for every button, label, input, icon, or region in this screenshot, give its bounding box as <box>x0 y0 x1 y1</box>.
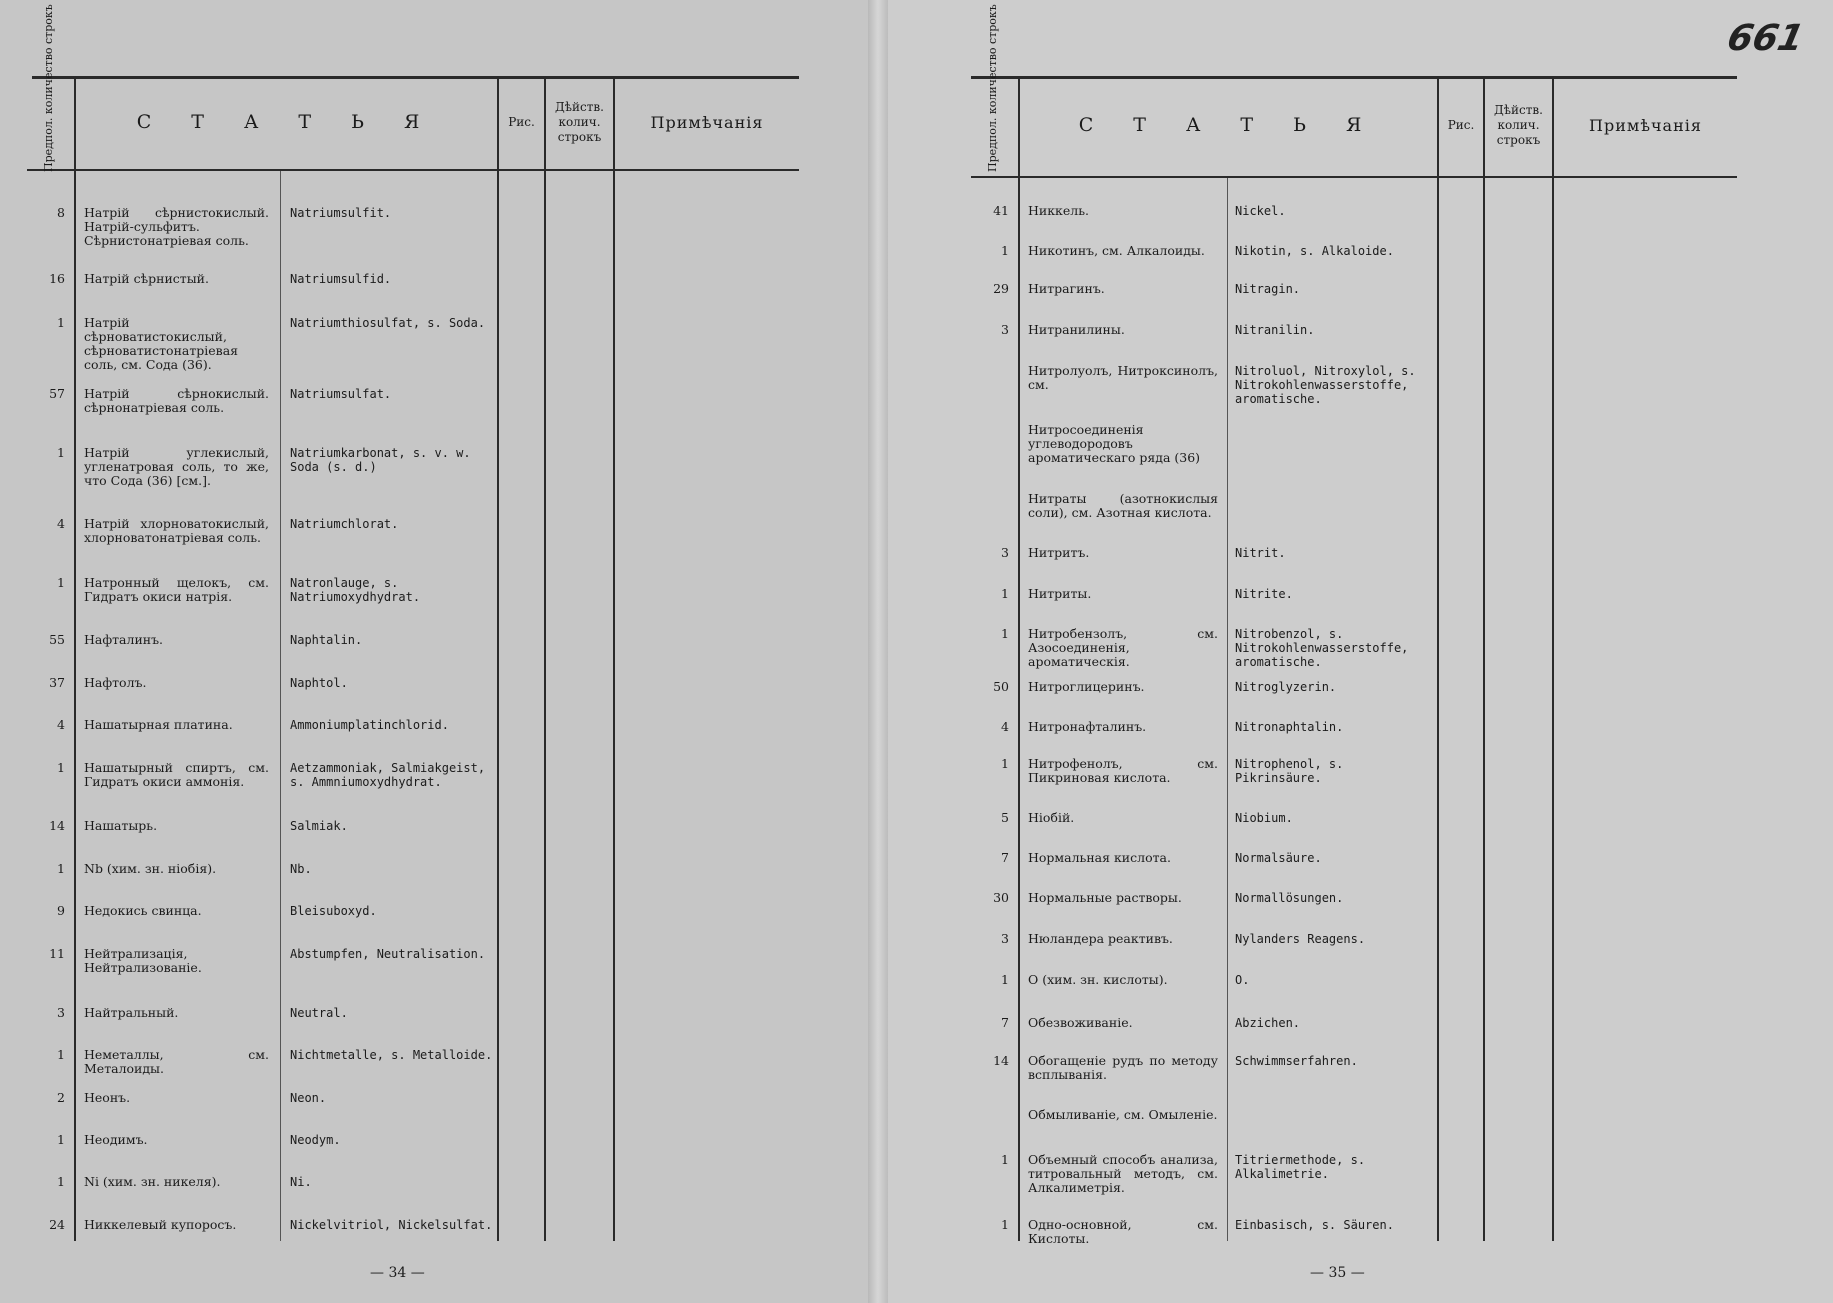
row-article-russian: Нитронафталинъ. <box>1028 719 1147 734</box>
row-lines-count: 8 <box>57 205 65 220</box>
row-article-russian: Нитросоединенія углеводородовъ ароматическаго ряда (36) <box>1028 422 1201 465</box>
row-lines-count: 3 <box>57 1005 65 1020</box>
row-lines-count: 29 <box>993 281 1009 296</box>
row-article-german: Nitrophenol, s. Pikrinsäure. <box>1235 757 1344 785</box>
row-lines-count: 9 <box>57 903 65 918</box>
right-page-number: — 35 — <box>1310 1265 1365 1281</box>
row-article-german: Natriumkarbonat, s. v. w. Soda (s. d.) <box>290 446 471 474</box>
row-article-german: Nickelvitriol, Nickelsulfat. <box>290 1218 493 1232</box>
row-article-german: Nitrite. <box>1235 587 1293 601</box>
row-article-german: Nickel. <box>1235 204 1286 218</box>
row-lines-count: 1 <box>57 575 65 590</box>
row-lines-count: 2 <box>57 1090 65 1105</box>
row-article-russian: Неметаллы, см. Металоиды. <box>84 1047 269 1076</box>
row-article-russian: Нитриты. <box>1028 586 1092 601</box>
header-notes-label-right: Примѣчанія <box>1589 115 1702 135</box>
row-article-german: Aetzammoniak, Salmiakgeist, s. Ammniumoxydhydrat. <box>290 761 486 789</box>
row-article-russian: Нитролуолъ, Нитроксинолъ, см. <box>1028 363 1218 392</box>
row-article-german: Titriermethode, s. Alkalimetrie. <box>1235 1153 1366 1181</box>
row-article-russian: Нашатырный спиртъ, см. Гидратъ окиси аммонія. <box>84 760 269 789</box>
row-article-russian: Нафтолъ. <box>84 675 147 690</box>
header-actual-label: Дѣйств. колич. строкъ <box>555 99 604 144</box>
row-article-german: Nikotin, s. Alkaloide. <box>1235 244 1394 258</box>
row-lines-count: 1 <box>1001 1152 1009 1167</box>
row-article-german: Neutral. <box>290 1006 348 1020</box>
row-lines-count: 4 <box>1001 719 1009 734</box>
row-article-german: Natriumsulfid. <box>290 272 392 286</box>
row-article-russian: Нюландера реактивъ. <box>1028 931 1173 946</box>
row-article-german: Nitroluol, Nitroxylol, s. Nitrokohlenwasserstoffe, aromatische. <box>1235 364 1416 406</box>
row-article-russian: Натрій сѣрнистокислый. Натрій-сульфитъ. Сѣрнистонатріевая соль. <box>84 205 269 248</box>
row-lines-count: 1 <box>57 1047 65 1062</box>
header-article-label-right: С Т А Т Ь Я <box>1078 114 1379 136</box>
row-lines-count: 3 <box>1001 931 1009 946</box>
row-article-russian: Неонъ. <box>84 1090 131 1105</box>
row-article-german: Bleisuboxyd. <box>290 904 377 918</box>
row-article-russian: Нитрофенолъ, см. Пикриновая кислота. <box>1028 756 1218 785</box>
row-article-german: Nitroglyzerin. <box>1235 680 1337 694</box>
row-article-german: Ammoniumplatinchlorid. <box>290 718 449 732</box>
row-article-german: Abzichen. <box>1235 1016 1301 1030</box>
book-gutter <box>868 0 888 1303</box>
row-article-german: Neodym. <box>290 1133 341 1147</box>
row-article-russian: Нормальная кислота. <box>1028 850 1171 865</box>
row-article-german: Nitronaphtalin. <box>1235 720 1344 734</box>
row-lines-count: 4 <box>57 717 65 732</box>
row-article-russian: Нитроглицеринъ. <box>1028 679 1145 694</box>
header-fig-label-right: Рис. <box>1447 117 1475 132</box>
row-lines-count: 14 <box>993 1053 1009 1068</box>
row-lines-count: 1 <box>1001 586 1009 601</box>
row-lines-count: 4 <box>57 516 65 531</box>
row-lines-count: 7 <box>1001 850 1009 865</box>
right-table <box>971 4 1737 1246</box>
row-article-german: Naphtol. <box>290 676 348 690</box>
row-article-german: Natriumsulfit. <box>290 206 392 220</box>
row-article-russian: Нитритъ. <box>1028 545 1090 560</box>
row-article-russian: Ni (хим. зн. никеля). <box>84 1174 221 1189</box>
row-article-russian: Нитранилины. <box>1028 322 1125 337</box>
row-article-german: Nichtmetalle, s. Metalloide. <box>290 1048 493 1062</box>
row-article-russian: Объемный способъ анализа, титровальный методъ, см. Алкалиметрія. <box>1028 1152 1218 1195</box>
header-actual-label-right: Дѣйств. колич. строкъ <box>1494 102 1543 147</box>
row-lines-count: 1 <box>57 760 65 775</box>
row-article-german: Einbasisch, s. Säuren. <box>1235 1218 1394 1232</box>
row-lines-count: 1 <box>57 445 65 460</box>
row-lines-count: 41 <box>993 203 1009 218</box>
row-lines-count: 30 <box>993 890 1009 905</box>
row-article-german: Natriumthiosulfat, s. Soda. <box>290 316 486 330</box>
row-article-german: Nitranilin. <box>1235 323 1315 337</box>
row-lines-count: 57 <box>49 386 65 401</box>
row-lines-count: 1 <box>1001 972 1009 987</box>
header-article-label: С Т А Т Ь Я <box>136 111 437 133</box>
row-article-russian: Нашатырь. <box>84 818 158 833</box>
row-lines-count: 14 <box>49 818 65 833</box>
row-lines-count: 50 <box>993 679 1009 694</box>
row-article-russian: Натрій хлорноватокислый, хлорноватонатріевая соль. <box>84 516 269 545</box>
row-article-german: Natronlauge, s. Natriumoxydhydrat. <box>290 576 421 604</box>
row-article-russian: Никкелевый купоросъ. <box>84 1217 237 1232</box>
row-article-german: Salmiak. <box>290 819 348 833</box>
row-article-german: Ni. <box>290 1175 312 1189</box>
row-lines-count: 1 <box>57 315 65 330</box>
row-article-russian: Обогащеніе рудъ по методу всплыванія. <box>1028 1053 1218 1082</box>
row-lines-count: 5 <box>1001 810 1009 825</box>
row-article-russian: Недокись свинца. <box>84 903 202 918</box>
row-article-russian: Ніобій. <box>1028 810 1075 825</box>
left-table <box>27 4 799 1246</box>
row-article-russian: Обмыливаніе, см. Омыленіе. <box>1028 1107 1218 1122</box>
row-lines-count: 1 <box>1001 756 1009 771</box>
row-lines-count: 11 <box>49 946 65 961</box>
row-article-german: Nitrobenzol, s. Nitrokohlenwasserstoffe, aromatische. <box>1235 627 1409 669</box>
row-lines-count: 1 <box>57 861 65 876</box>
row-article-russian: Нитрагинъ. <box>1028 281 1105 296</box>
row-article-russian: О (хим. зн. кислоты). <box>1028 972 1168 987</box>
row-article-russian: Нейтрализація, Нейтрализованіе. <box>84 946 202 975</box>
row-lines-count: 3 <box>1001 545 1009 560</box>
row-article-russian: Обезвоживаніе. <box>1028 1015 1133 1030</box>
header-notes-label: Примѣчанія <box>650 112 764 132</box>
row-lines-count: 1 <box>57 1132 65 1147</box>
header-lines-label-right: Предпол. количество строкъ <box>986 4 999 172</box>
row-article-german: Normallösungen. <box>1235 891 1344 905</box>
row-article-german: Naphtalin. <box>290 633 363 647</box>
row-lines-count: 55 <box>49 632 65 647</box>
row-article-german: Natriumsulfat. <box>290 387 392 401</box>
row-article-german: Schwimmserfahren. <box>1235 1054 1358 1068</box>
row-article-russian: Nb (хим. зн. ніобія). <box>84 861 217 876</box>
row-article-german: Niobium. <box>1235 811 1293 825</box>
row-lines-count: 16 <box>49 271 65 286</box>
row-article-german: Nitragin. <box>1235 282 1301 296</box>
row-article-german: Natriumchlorat. <box>290 517 399 531</box>
row-article-german: Nitrit. <box>1235 546 1286 560</box>
row-article-russian: Нашатырная платина. <box>84 717 233 732</box>
row-article-german: Normalsäure. <box>1235 851 1322 865</box>
row-lines-count: 1 <box>1001 626 1009 641</box>
row-article-russian: Найтральный. <box>84 1005 179 1020</box>
row-article-russian: Натрій сѣрнистый. <box>84 271 209 286</box>
row-article-russian: Неодимъ. <box>84 1132 148 1147</box>
row-article-russian: Нитраты (азотнокислыя соли), см. Азотная кислота. <box>1028 491 1218 520</box>
row-article-russian: Натрій сѣрноватистокислый, сѣрноватистонатріевая соль, см. Сода (36). <box>84 315 239 372</box>
handwritten-page-number: 661 <box>1723 18 1808 59</box>
row-article-russian: Одно-основной, см. Кислоты. <box>1028 1217 1218 1246</box>
row-article-russian: Натрій углекислый, углeнатровая соль, то же, что Сода (36) [см.]. <box>84 445 269 488</box>
row-lines-count: 1 <box>57 1174 65 1189</box>
row-lines-count: 1 <box>1001 1217 1009 1232</box>
row-article-russian: Никотинъ, см. Алкалоиды. <box>1028 243 1205 258</box>
row-article-german: Abstumpfen, Neutralisation. <box>290 947 486 961</box>
row-article-russian: Натрій сѣрнокислый. сѣрнонатріевая соль. <box>84 386 269 415</box>
row-article-german: Nb. <box>290 862 312 876</box>
row-article-german: Neon. <box>290 1091 327 1105</box>
row-article-russian: Нитробензолъ, см. Азосоединенія, ароматическія. <box>1028 626 1218 669</box>
header-lines-label: Предпол. количество строкъ <box>42 4 55 172</box>
row-lines-count: 37 <box>49 675 65 690</box>
row-article-german: Nylanders Reagens. <box>1235 932 1366 946</box>
row-lines-count: 7 <box>1001 1015 1009 1030</box>
row-article-russian: Никкель. <box>1028 203 1089 218</box>
row-article-russian: Нафталинъ. <box>84 632 164 647</box>
row-lines-count: 24 <box>49 1217 65 1232</box>
row-article-russian: Натронный щелокъ, см. Гидратъ окиси натрія. <box>84 575 269 604</box>
row-lines-count: 3 <box>1001 322 1009 337</box>
row-article-german: O. <box>1235 973 1250 987</box>
header-fig-label: Рис. <box>508 114 535 129</box>
row-lines-count: 1 <box>1001 243 1009 258</box>
left-page-number: — 34 — <box>370 1265 425 1281</box>
row-article-russian: Нормальные растворы. <box>1028 890 1182 905</box>
